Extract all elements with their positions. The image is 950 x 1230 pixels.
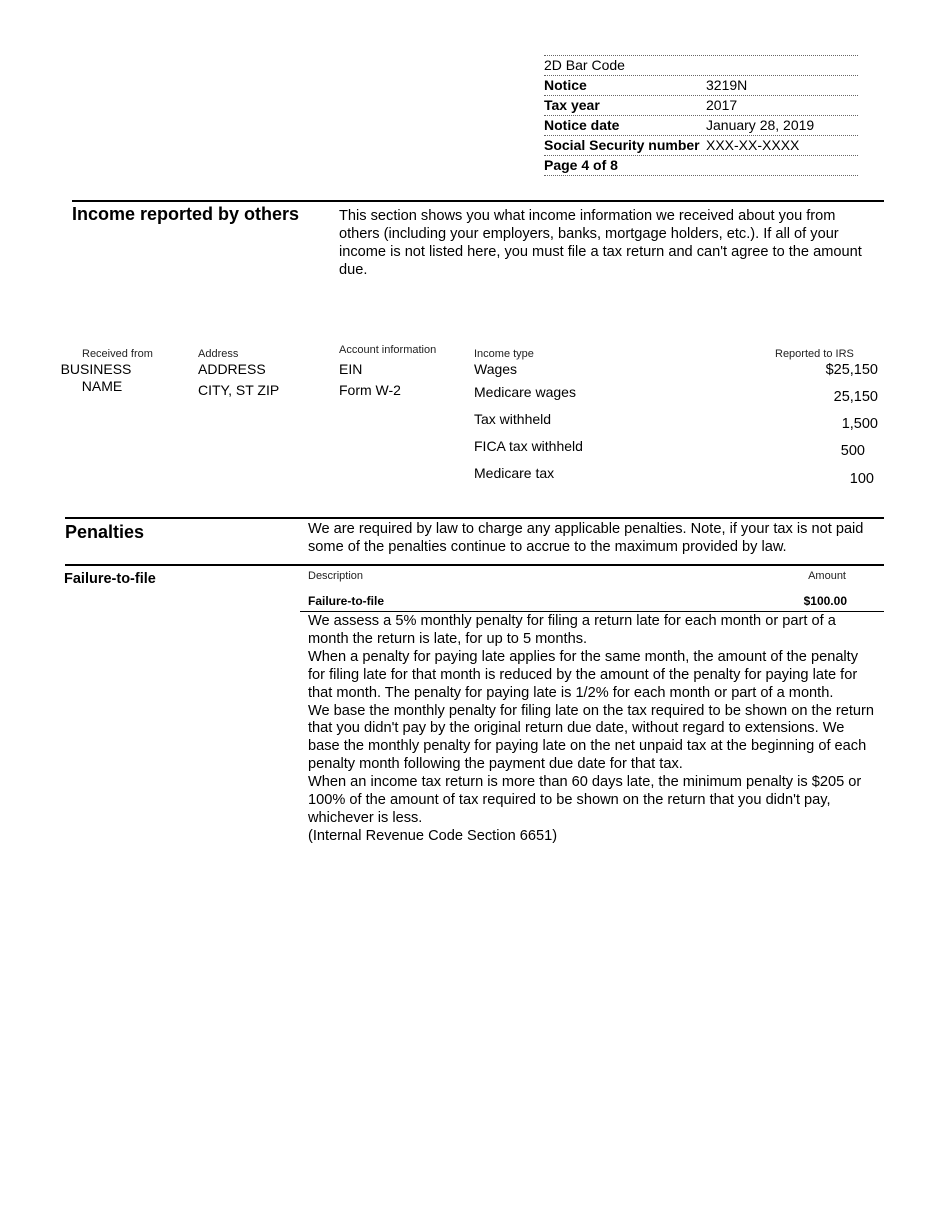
income-type-medicare-tax: Medicare tax xyxy=(474,465,555,481)
penalties-bottom-rule xyxy=(65,564,884,566)
failure-to-file-heading: Failure-to-file xyxy=(64,571,156,587)
notice-label: Notice xyxy=(544,77,587,93)
col-amount: Amount xyxy=(808,570,846,582)
tax-year-value: 2017 xyxy=(706,97,738,113)
amount-medicare-tax: 100 xyxy=(849,471,874,487)
payer-address-line1: ADDRESS xyxy=(198,361,266,377)
account-line1: EIN xyxy=(339,361,363,377)
income-section-title: Income reported by others xyxy=(72,204,300,224)
notice-date-value: January 28, 2019 xyxy=(706,117,815,133)
page-row xyxy=(544,155,858,176)
amount-fica: 500 xyxy=(840,443,865,459)
income-type-medicare-wages: Medicare wages xyxy=(474,384,576,400)
payer-name-line1: BUSINESS xyxy=(60,361,132,377)
penalty-row-rule xyxy=(300,611,884,612)
notice-value: 3219N xyxy=(706,77,748,93)
tax-year-row xyxy=(544,95,858,115)
amount-wages: $25,150 xyxy=(825,362,878,378)
income-section-rule xyxy=(72,200,884,202)
notice-info-table xyxy=(544,55,858,176)
income-type-wages: Wages xyxy=(474,361,518,377)
col-received-from: Received from xyxy=(82,348,153,360)
penalty-paragraph: When an income tax return is more than 60 days late, the minimum penalty is $205 or 100% of the amount of tax required to be shown on the return that you didn't pay, whichever is less. xyxy=(308,774,862,826)
amount-tax-withheld: 1,500 xyxy=(841,416,878,432)
ssn-label: Social Security number xyxy=(544,137,700,153)
penalty-explanation xyxy=(308,613,878,846)
penalty-row-amount: $100.00 xyxy=(803,594,847,608)
page-number: Page 4 of 8 xyxy=(544,157,618,173)
notice-date-row xyxy=(544,115,858,135)
account-line2: Form W-2 xyxy=(339,382,401,398)
col-reported: Reported to IRS xyxy=(775,348,854,360)
penalties-description: We are required by law to charge any applicable penalties. Note, if your tax is not paid some of the penalties continue to accrue to the maximum provided by law. xyxy=(308,521,864,555)
ssn-value: XXX-XX-XXXX xyxy=(706,137,800,153)
col-address: Address xyxy=(198,348,239,360)
barcode-label: 2D Bar Code xyxy=(544,57,625,73)
penalty-paragraph: When a penalty for paying late applies for the same month, the amount of the penalty for filing late for that month is reduced by the amount of the penalty for paying late for that month. The penalty for paying late is 1/2% for each month or part of a month. xyxy=(308,648,859,701)
penalty-paragraph: We assess a 5% monthly penalty for filing a return late for each month or part of a month the return is late, for up to 5 months. xyxy=(308,613,836,647)
income-type-fica: FICA tax withheld xyxy=(474,438,583,454)
penalties-title: Penalties xyxy=(65,522,145,542)
payer-address-line2: CITY, ST ZIP xyxy=(198,382,280,398)
col-account-info: Account information xyxy=(339,344,437,356)
ssn-row xyxy=(544,135,858,155)
notice-date-label: Notice date xyxy=(544,117,620,133)
amount-medicare-wages: 25,150 xyxy=(833,389,878,405)
penalty-paragraph: We base the monthly penalty for filing late on the tax required to be shown on the return that you didn't pay by the original return due date, without regard to extensions. We base the monthly penalty for paying late on the net unpaid tax at the beginning of each penalty month following the payment due date for that tax. xyxy=(308,702,874,773)
income-type-tax-withheld: Tax withheld xyxy=(474,411,552,427)
penalty-row-label: Failure-to-file xyxy=(308,594,385,608)
income-section-description: This section shows you what income information we received about you from others (including your employers, banks, mortgage holders, etc.). If all of your income is not listed here, you must file a tax return and can't agree to the amount due. xyxy=(339,208,862,278)
penalty-citation: (Internal Revenue Code Section 6651) xyxy=(308,827,558,844)
col-income-type: Income type xyxy=(474,348,534,360)
col-description: Description xyxy=(308,570,364,582)
payer-name-line2: NAME xyxy=(81,378,123,394)
notice-row xyxy=(544,75,858,95)
barcode-row xyxy=(544,55,858,75)
penalties-top-rule xyxy=(65,517,884,519)
tax-year-label: Tax year xyxy=(544,97,600,113)
